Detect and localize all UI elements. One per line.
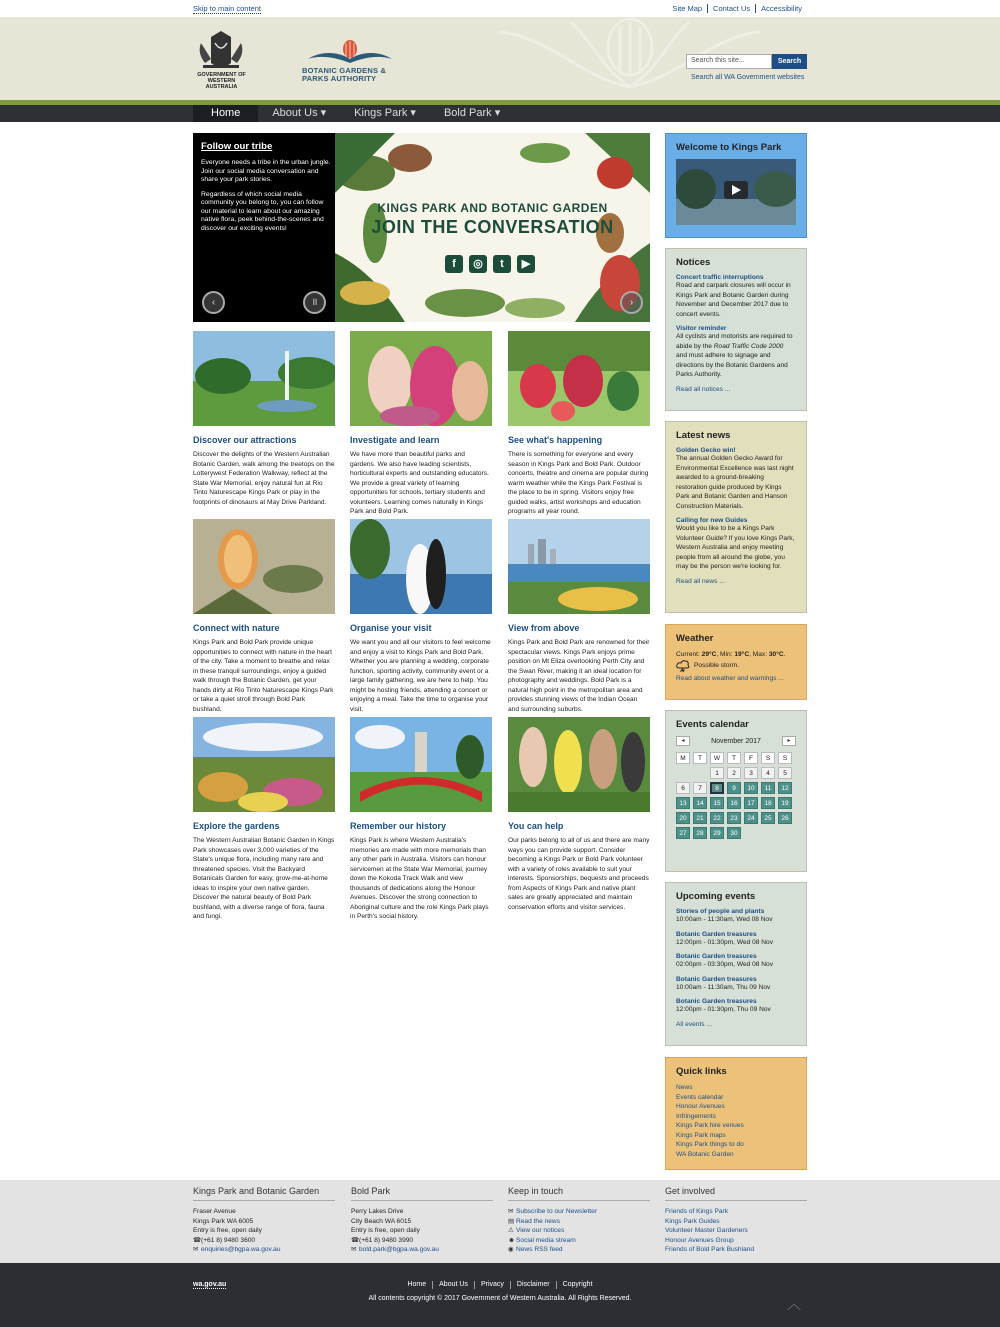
footer-link-icon: ⚠: [508, 1227, 514, 1234]
footer-email-address: bold.park@bgpa.wa.gov.au: [359, 1246, 439, 1253]
quick-link-item[interactable]: Kings Park maps: [676, 1131, 726, 1139]
calendar-grid: [676, 752, 796, 839]
get-involved-link[interactable]: Volunteer Master Gardeners: [665, 1227, 748, 1234]
footer-email-address: enquiries@bgpa.wa.gov.au: [201, 1246, 281, 1253]
skip-to-main-link[interactable]: Skip to main content: [193, 4, 261, 13]
tile-organise-visit: [350, 519, 492, 714]
children-learning-photo[interactable]: [350, 331, 492, 426]
calendar-day[interactable]: 11: [761, 782, 775, 794]
notice-link[interactable]: Visitor reminder: [676, 325, 727, 332]
weather-condition-text: Possible storm.: [694, 661, 740, 669]
calendar-empty-cell: [744, 827, 758, 839]
calendar-day[interactable]: 26: [778, 812, 792, 824]
notice-text: Road and carpark closures will occur in Kings Park and Botanic Garden during November and December 2017 due to concert events.: [676, 282, 791, 318]
tile-description: Discover the delights of the Western Australian Botanic Garden, walk among the treetops on the Lotterywest Federation Walkway, reflect at the State War Memorial, enjoy natural fun at Rio Tinto Naturescape Kings Park or play in the footprints of dinosaurs at May Drive Parkland.: [193, 451, 335, 506]
footer-address-line: Kings Park WA 6005: [193, 1217, 254, 1225]
max-label: , Max:: [749, 651, 769, 658]
hero-slider: [193, 133, 650, 322]
events-calendar-title: Events calendar: [676, 719, 749, 730]
hero-title-link[interactable]: Follow our tribe: [201, 141, 273, 152]
upcoming-events-box: [665, 882, 807, 1046]
footer-col-title: Kings Park and Botanic Garden: [193, 1186, 335, 1201]
upcoming-event-link[interactable]: Botanic Garden treasures: [676, 953, 757, 960]
calendar-day[interactable]: 14: [693, 797, 707, 809]
upcoming-event-time: 12:00pm - 01:30pm, Wed 08 Nov: [676, 938, 774, 946]
nav-kings-park[interactable]: Kings Park ▾: [354, 107, 416, 119]
calendar-weekday-header: F: [744, 752, 758, 764]
calendar-day: 5: [778, 767, 792, 779]
max-temp: 30°C: [768, 651, 784, 658]
footer-keep-in-touch-col: [508, 1186, 650, 1255]
banksia-flower-photo[interactable]: [193, 519, 335, 614]
calendar-empty-cell: [778, 827, 792, 839]
hero-paragraph: Regardless of which social media community you belong to, you can follow our material to learn about our amazing native flora, peek behind-the-scenes and discover our exciting events!: [201, 190, 324, 232]
footer-kings-park-col: [193, 1186, 335, 1255]
keep-in-touch-label: News RSS feed: [516, 1246, 563, 1253]
calendar-day: 7: [693, 782, 707, 794]
tile-description: There is something for everyone and every season in Kings Park and Bold Park. Outdoor concerts, theatre and cinema are popular during warm weather while the Kings Park Festival is the place to be in spring. Visitors enjoy free guided walks, artist workshops and education programs all year round.: [508, 451, 649, 515]
footer-copyright-link[interactable]: Copyright: [556, 1281, 599, 1289]
calendar-day[interactable]: 13: [676, 797, 690, 809]
min-label: , Min:: [716, 651, 735, 658]
garden-flowers-photo[interactable]: [193, 717, 335, 812]
festival-sculptures-photo[interactable]: [508, 331, 650, 426]
footer-link-icon: ✉: [508, 1208, 514, 1215]
hero-caption: [201, 141, 331, 239]
calendar-day[interactable]: 23: [727, 812, 741, 824]
calendar-navigation: [676, 736, 796, 746]
upcoming-event-link[interactable]: Botanic Garden treasures: [676, 975, 757, 983]
footer-col-title: Bold Park: [351, 1186, 493, 1201]
copyright-text: All contents copyright © 2017 Government of Western Australia. All Rights Reserved.: [368, 1295, 632, 1302]
calendar-day[interactable]: 10: [744, 782, 758, 794]
read-all-news-link[interactable]: Read all news ...: [676, 577, 725, 585]
get-involved-list: [665, 1207, 807, 1255]
read-all-notices-link[interactable]: Read all notices ...: [676, 385, 731, 393]
youtube-icon[interactable]: ▶: [517, 255, 535, 273]
keep-in-touch-list: [508, 1207, 650, 1255]
calendar-day: 6: [676, 782, 690, 794]
calendar-day[interactable]: 16: [727, 797, 741, 809]
accessibility-link[interactable]: Accessibility: [755, 4, 807, 13]
quick-link-item[interactable]: Kings Park hire venues: [676, 1122, 744, 1129]
main-navigation: [0, 105, 1000, 122]
tile-investigate-learn: [350, 331, 492, 517]
tile-description: The Western Australian Botanic Garden in Kings Park showcases over 3,000 varieties of the State's unique flora, including many rare and threatened species. Visit the Backyard Botanicals Garden for easy, grow-me-at-home ideas to inspire your own native garden. Discover the natural beauty of Bold Park bushland, with a diverse range of flora, fauna and fungi.: [193, 837, 335, 920]
calendar-day[interactable]: 15: [710, 797, 724, 809]
upcoming-event-link[interactable]: Stories of people and plants: [676, 908, 765, 915]
upcoming-event-link[interactable]: Botanic Garden treasures: [676, 930, 757, 938]
tile-title-link[interactable]: Connect with nature: [193, 623, 280, 633]
calendar-weekday-header: M: [676, 752, 690, 764]
footer-phone-number: (+61 8) 9480 3600: [201, 1236, 256, 1244]
quick-link-item[interactable]: Kings Park things to do: [676, 1141, 744, 1148]
government-of-wa-text: GOVERNMENT OF WESTERN AUSTRALIA: [197, 72, 246, 90]
quick-link-item[interactable]: Honour Avenues: [676, 1103, 725, 1110]
tile-title-link[interactable]: Organise your visit: [350, 623, 432, 633]
tile-description: Our parks belong to all of us and there are many ways you can provide support. Consider becoming a Kings Park or Bold Park volunteer with a variety of roles available to suit your interests. Sponsorships, bequests and proceeds from Aspects of Kings Park and native plant sales are greatly appreciated and maintain conservation efforts and visitor services.: [508, 837, 650, 911]
calendar-day: 4: [761, 767, 775, 779]
footer-bold-park-col: [351, 1186, 493, 1255]
phone-icon: ☎: [351, 1236, 360, 1244]
slider-prev-button[interactable]: ‹: [202, 291, 225, 314]
min-temp: 19°C: [734, 651, 750, 658]
tile-explore-gardens: [193, 717, 335, 922]
nav-home[interactable]: Home: [193, 105, 258, 122]
site-footer: [0, 1180, 1000, 1263]
footer-disclaimer-link[interactable]: Disclaimer: [510, 1281, 556, 1289]
footer-link-icon: ◉: [508, 1246, 514, 1253]
keep-in-touch-link[interactable]: [508, 1217, 650, 1227]
tile-title-link[interactable]: Remember our history: [350, 821, 447, 831]
welcome-video-thumbnail[interactable]: [676, 159, 796, 225]
nav-bold-park[interactable]: Bold Park ▾: [443, 107, 501, 119]
footer-email-link[interactable]: [193, 1245, 335, 1255]
events-calendar-box: [665, 710, 807, 872]
keep-in-touch-label: View our notices: [516, 1227, 565, 1234]
tile-description: Kings Park and Bold Park provide unique opportunities to connect with nature in the heart of the city. Take a moment to breathe and relax in these tranquil surroundings, enjoy a guided walk through the Botanic Garden, get your hands dirty at Rio Tinto Naturescape Kings Park or take a quiet stroll through Bold Park bushland.: [193, 639, 334, 713]
volunteers-photo[interactable]: [508, 717, 650, 812]
welcome-box: [665, 133, 807, 238]
road-traffic-code: Road Traffic Code 2000: [713, 342, 784, 350]
tile-description: We want you and all our visitors to feel welcome and enjoy a visit to Kings Park and Bold Park. Whether you are planning a wedding, corporate function, sporting activity, community event or a large family gathering, we are here to help. You might be hosting friends, attending a concert or enjoying a meal. Take the time to organise your visit.: [350, 639, 491, 713]
tile-view-above: [508, 519, 650, 714]
calendar-day[interactable]: 19: [778, 797, 792, 809]
tile-you-can-help: [508, 717, 650, 912]
calendar-weekday-header: S: [778, 752, 792, 764]
footer-phone: [351, 1236, 493, 1246]
hero-social-icons: [445, 255, 535, 273]
footer-col-title: Keep in touch: [508, 1186, 650, 1201]
search-all-wa-link[interactable]: Search all WA Government websites: [691, 74, 805, 81]
calendar-weekday-header: T: [727, 752, 741, 764]
tile-title-link[interactable]: View from above: [508, 623, 580, 633]
hero-image-title: KINGS PARK AND BOTANIC GARDEN: [377, 201, 608, 215]
calendar-empty-cell: [761, 827, 775, 839]
calendar-weekday-header: T: [693, 752, 707, 764]
footer-link-icon: ☻: [508, 1236, 515, 1244]
footer-email-link[interactable]: [351, 1245, 493, 1255]
search-button[interactable]: Search: [772, 54, 807, 69]
calendar-day[interactable]: 17: [744, 797, 758, 809]
footer-privacy-link[interactable]: Privacy: [474, 1281, 510, 1289]
phone-icon: ☎: [193, 1236, 202, 1244]
calendar-day[interactable]: 12: [778, 782, 792, 794]
tile-title-link[interactable]: Discover our attractions: [193, 435, 297, 445]
upcoming-event-time: 10:00am - 11:30am, Thu 09 Nov: [676, 983, 771, 991]
calendar-day: 3: [744, 767, 758, 779]
keep-in-touch-label: Social media stream: [516, 1236, 576, 1244]
calendar-day[interactable]: 8: [710, 782, 724, 794]
back-to-top-icon[interactable]: ︿: [787, 1296, 801, 1312]
keep-in-touch-link[interactable]: [508, 1226, 650, 1236]
calendar-day[interactable]: 9: [727, 782, 741, 794]
notice-text: [676, 332, 796, 380]
hero-image[interactable]: [335, 133, 650, 322]
tile-title-link[interactable]: Investigate and learn: [350, 435, 440, 445]
footer-address-line: Fraser Avenue: [193, 1208, 236, 1215]
footer-about-link[interactable]: About Us: [432, 1281, 474, 1289]
calendar-day[interactable]: 18: [761, 797, 775, 809]
tile-description: We have more than beautiful parks and gardens. We also have leading scientists, horticultural experts and outstanding educators. We provide a great variety of learning opportunities for schools, tertiary students and volunteers. Learning comes naturally in Kings Park and Bold Park.: [350, 451, 489, 515]
footer-col-title: Get involved: [665, 1186, 807, 1201]
tile-description: Kings Park is where Western Australia's memories are made with more memorials than any other park in Australia. Visitors can honour servicemen at the State War Memorial, journey down the Kokoda Track Walk and view thousands of dedications along the Honour Avenues. Discover the strong connection to Aboriginal culture and the role Kings Park plays in Perth's social history.: [350, 837, 489, 920]
calendar-day: 1: [710, 767, 724, 779]
current-temp: 29°C: [701, 651, 717, 658]
weather-current: [676, 650, 796, 660]
upcoming-events-title: Upcoming events: [676, 891, 756, 902]
upcoming-event-link[interactable]: Botanic Garden treasures: [676, 998, 757, 1005]
war-memorial-photo[interactable]: [350, 717, 492, 812]
tile-discover-attractions: [193, 331, 335, 507]
wedding-couple-photo[interactable]: [350, 519, 492, 614]
site-map-link[interactable]: Site Map: [672, 4, 703, 13]
welcome-title: Welcome to Kings Park: [676, 142, 782, 153]
city-view-photo[interactable]: [508, 519, 650, 614]
footer-address-line: Perry Lakes Drive: [351, 1208, 404, 1215]
calendar-day[interactable]: 24: [744, 812, 758, 824]
footer-home-link[interactable]: Home: [407, 1281, 427, 1288]
slider-next-button[interactable]: ›: [620, 291, 643, 314]
calendar-weekday-header: W: [710, 752, 724, 764]
weather-box: [665, 624, 807, 700]
hero-paragraph: Everyone needs a tribe in the urban jungle. Join our social media conversation and share your park stories.: [201, 159, 331, 183]
quick-links-box: [665, 1057, 807, 1170]
latest-news-box: [665, 421, 807, 613]
nav-about-us[interactable]: About Us ▾: [272, 107, 327, 119]
all-events-link[interactable]: All events ...: [676, 1020, 712, 1028]
bgpa-title-text: BOTANIC GARDENS & PARKS AUTHORITY: [302, 66, 387, 83]
upcoming-event-time: 12:00pm - 01:30pm, Thu 09 Nov: [676, 1006, 771, 1013]
quick-link-item[interactable]: Infringements: [676, 1112, 716, 1120]
twitter-icon[interactable]: t: [493, 255, 511, 273]
instagram-icon[interactable]: ◎: [469, 255, 487, 273]
calendar-empty-cell: [693, 767, 707, 779]
upcoming-event-time: 02:00pm - 03:30pm, Wed 08 Nov: [676, 961, 774, 968]
news-link[interactable]: Calling for new Guides: [676, 517, 748, 524]
quick-links-title: Quick links: [676, 1066, 727, 1077]
weather-warnings-link[interactable]: Read about weather and warnings ...: [676, 674, 784, 682]
email-icon: ✉: [351, 1246, 357, 1253]
tile-remember-history: [350, 717, 492, 922]
footer-get-involved-col: [665, 1186, 807, 1255]
latest-news-title: Latest news: [676, 430, 731, 441]
utility-links: [667, 4, 807, 13]
weather-condition: [676, 660, 796, 672]
calendar-day[interactable]: 28: [693, 827, 707, 839]
upcoming-events-list: [676, 908, 796, 1015]
footer-phone: [193, 1236, 335, 1246]
footer-links: [0, 1281, 1000, 1289]
calendar-next-month-button[interactable]: ▸: [782, 736, 796, 746]
calendar-weekday-header: S: [761, 752, 775, 764]
tile-title-link[interactable]: See what's happening: [508, 435, 603, 445]
news-link[interactable]: Golden Gecko win!: [676, 447, 736, 454]
tile-see-happening: [508, 331, 650, 517]
storm-cloud-icon: [676, 660, 690, 672]
calendar-day[interactable]: 22: [710, 812, 724, 824]
calendar-empty-cell: [676, 767, 690, 779]
contact-us-link[interactable]: Contact Us: [707, 4, 755, 13]
get-involved-link[interactable]: Kings Park Guides: [665, 1217, 720, 1225]
hero-image-subtitle: JOIN THE CONVERSATION: [371, 217, 614, 237]
search-input[interactable]: Search this site...: [686, 54, 772, 69]
quick-link-item[interactable]: Events calendar: [676, 1093, 724, 1101]
calendar-day[interactable]: 29: [710, 827, 724, 839]
footer-address-line: City Beach WA 6015: [351, 1217, 412, 1225]
weather-title: Weather: [676, 633, 714, 644]
calendar-month-label: November 2017: [711, 737, 761, 745]
calendar-day[interactable]: 21: [693, 812, 707, 824]
get-involved-link[interactable]: Honour Avenues Group: [665, 1236, 734, 1244]
quick-link-item[interactable]: WA Botanic Garden: [676, 1150, 734, 1158]
footer-bottom-bar: [0, 1263, 1000, 1327]
calendar-day: 2: [727, 767, 741, 779]
keep-in-touch-label: Subscribe to our Newsletter: [516, 1208, 597, 1215]
tile-connect-nature: [193, 519, 335, 714]
tile-title-link[interactable]: Explore the gardens: [193, 821, 280, 831]
current-label: Current:: [676, 651, 702, 658]
notice-text-end: and must adhere to signage and directions by the Botanic Gardens and Parks Authority.: [676, 352, 788, 378]
facebook-icon[interactable]: f: [445, 255, 463, 273]
calendar-prev-month-button[interactable]: ◂: [676, 736, 690, 746]
calendar-day[interactable]: 20: [676, 812, 690, 824]
news-text: The annual Golden Gecko Award for Environmental Excellence was last night awarded to a ground-breaking restoration guide produced by Kings Park and Botanic Garden and Hanson Construction Materials.: [676, 455, 794, 510]
upcoming-event-time: 10:00am - 11:30am, Wed 08 Nov: [676, 916, 773, 923]
footer-link-icon: ▤: [508, 1217, 515, 1225]
keep-in-touch-link[interactable]: [508, 1236, 650, 1246]
notices-title: Notices: [676, 257, 711, 268]
news-text: Would you like to be a Kings Park Volunteer Guide? If you love Kings Park, Western Australia and enjoy meeting people from all around the globe, you may be the person we're looking for.: [676, 525, 795, 570]
get-involved-link[interactable]: Friends of Bold Park Bushland: [665, 1246, 755, 1253]
calendar-day[interactable]: 30: [727, 827, 741, 839]
quick-link-item[interactable]: News: [676, 1084, 693, 1091]
quick-links-list: [676, 1083, 796, 1159]
tile-description: Kings Park and Bold Park are renowned for their spectacular views. Kings Park enjoys prime position on Mt Eliza overlooking Perth City and the Swan River, making it an ideal location for photography and weddings. Bold Park is a natural high point in the metropolitan area and provides stunning views of the Indian Ocean and surrounding suburbs.: [508, 639, 650, 713]
footer-address-line: Entry is free, open daily: [351, 1227, 420, 1234]
keep-in-touch-label: Read the news: [516, 1217, 560, 1225]
wa-gov-link[interactable]: wa.gov.au: [193, 1281, 227, 1288]
notices-box: [665, 248, 807, 411]
weather-full-stop: .: [783, 651, 786, 658]
tile-title-link[interactable]: You can help: [508, 821, 564, 831]
email-icon: ✉: [193, 1246, 199, 1253]
calendar-day[interactable]: 25: [761, 812, 775, 824]
notice-link[interactable]: Concert traffic interruptions: [676, 274, 764, 281]
calendar-day[interactable]: 27: [676, 827, 690, 839]
keep-in-touch-link[interactable]: [508, 1207, 650, 1217]
footer-address-line: Entry is free, open daily: [193, 1227, 262, 1234]
keep-in-touch-link[interactable]: [508, 1245, 650, 1255]
notice-text-start: All cyclists and motorists are required to abide by the: [676, 333, 793, 350]
footer-phone-number: (+61 8) 9480 3990: [359, 1236, 414, 1244]
slider-pause-button[interactable]: ॥: [303, 291, 326, 314]
top-utility-bar: [0, 0, 1000, 17]
fountain-photo[interactable]: [193, 331, 335, 426]
site-header: [0, 17, 1000, 100]
get-involved-link[interactable]: Friends of Kings Park: [665, 1208, 729, 1215]
